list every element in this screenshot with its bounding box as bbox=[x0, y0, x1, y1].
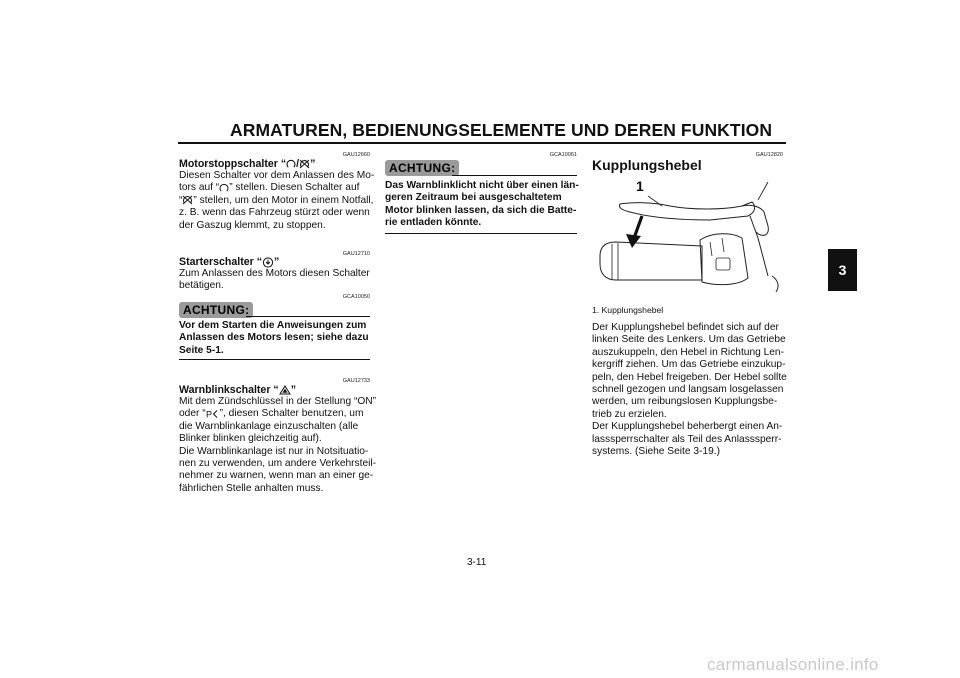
heading-clutch-lever: Kupplungshebel bbox=[592, 157, 702, 173]
ref-code: GAU12733 bbox=[342, 378, 370, 384]
engine-stop-icon bbox=[182, 195, 193, 205]
engine-run-icon bbox=[286, 159, 296, 169]
caution-text: Vor dem Starten die Anweisungen zum Anlassen des Motors lesen; siehe dazu Seite 5-1. bbox=[179, 320, 369, 356]
text: ” stellen. Diesen Schalter auf bbox=[229, 182, 360, 194]
heading-text-end: ” bbox=[274, 256, 280, 268]
text: Mit dem Zündschlüssel in der Stellung “ON” oder “ bbox=[179, 396, 377, 420]
text: ”, diesen Schalter benutzen, um die Warnblinkanlage einzuschalten (alle Blinker blinken gleichzeitig auf). Die Warnblinkanlage ist nur in Notsituatio- nen zu verwenden, um andere Verkehrsteil- nehmer zu warnen, wenn man an einer ge- fährlichen Stelle anhalten muss. bbox=[179, 408, 377, 494]
header-rule bbox=[178, 142, 786, 144]
slash: / bbox=[296, 158, 300, 170]
caution-rule bbox=[452, 175, 577, 176]
heading-text: Starterschalter “ bbox=[179, 256, 263, 268]
engine-stop-icon bbox=[299, 159, 310, 169]
ref-code: GCA10061 bbox=[549, 152, 577, 158]
caution-badge bbox=[385, 159, 459, 177]
clutch-lever-drawing bbox=[592, 176, 784, 298]
caution-end-rule bbox=[385, 233, 577, 234]
paragraph-engine-stop bbox=[179, 170, 379, 232]
figure-caption: 1. Kupplungshebel bbox=[592, 305, 664, 315]
ref-code: GCA10050 bbox=[342, 294, 370, 300]
engine-run-icon bbox=[219, 183, 229, 193]
text: ” stellen, um den Motor in einem Notfall, z. B. wenn das Fahrzeug stürzt oder wenn der Gaszug klemmt, zu stoppen. bbox=[179, 194, 374, 231]
caution-end-rule bbox=[179, 359, 370, 360]
caution-rule bbox=[246, 316, 370, 317]
ref-code: GAU12660 bbox=[342, 152, 370, 158]
paragraph-clutch-lever: Der Kupplungshebel befindet sich auf der linken Seite des Lenkers. Um das Getriebe auszukuppeln, den Hebel in Richtung Len- kergriff ziehen. Um das Getriebe einzukup- peln, den Hebel freigeben. Der Hebel sollte schnell gezogen und langsam losgelassen werden, um reibungslosen Kupplungsbe- trieb zu erzielen. Der Kupplungshebel beherbergt einen An- lasssperrschalter als Teil des Anlasssperr- systems. (Siehe Seite 3-19.) bbox=[592, 322, 787, 458]
text: “ bbox=[179, 194, 183, 206]
ref-code: GAU12820 bbox=[755, 152, 783, 158]
page-header-title: ARMATUREN, BEDIENUNGSELEMENTE UND DEREN FUNKTION bbox=[230, 120, 773, 140]
paragraph-hazard bbox=[179, 396, 384, 495]
watermark: carmanualsonline.info bbox=[707, 655, 879, 674]
clutch-lever-illustration bbox=[592, 176, 784, 298]
caution-badge bbox=[179, 301, 253, 319]
page-number: 3-11 bbox=[467, 557, 487, 568]
text: Diesen Schalter vor dem Anlassen des Mo- tors auf “ bbox=[179, 170, 375, 194]
caution-text: Das Warnblinklicht nicht über einen län- geren Zeitraum bei ausgeschaltetem Motor blinken lassen, da sich die Batte- rie entladen könnte. bbox=[385, 180, 579, 229]
svg-text:P: P bbox=[205, 409, 212, 419]
ref-code: GAU12710 bbox=[342, 251, 370, 257]
starter-icon bbox=[262, 257, 274, 268]
heading-text: Warnblinkschalter “ bbox=[179, 384, 279, 396]
paragraph-starter: Zum Anlassen des Motors diesen Schalter betätigen. bbox=[179, 268, 370, 292]
hazard-icon bbox=[279, 385, 291, 395]
section-tab: 3 bbox=[828, 249, 857, 291]
heading-text: Motorstoppschalter “ bbox=[179, 158, 287, 170]
parking-icon bbox=[206, 409, 220, 419]
caution-label: ACHTUNG: bbox=[385, 160, 459, 176]
caution-label: ACHTUNG: bbox=[179, 302, 253, 318]
callout-number: 1 bbox=[636, 178, 644, 194]
heading-text-end: ” bbox=[290, 384, 296, 396]
heading-text-end: ” bbox=[310, 158, 316, 170]
